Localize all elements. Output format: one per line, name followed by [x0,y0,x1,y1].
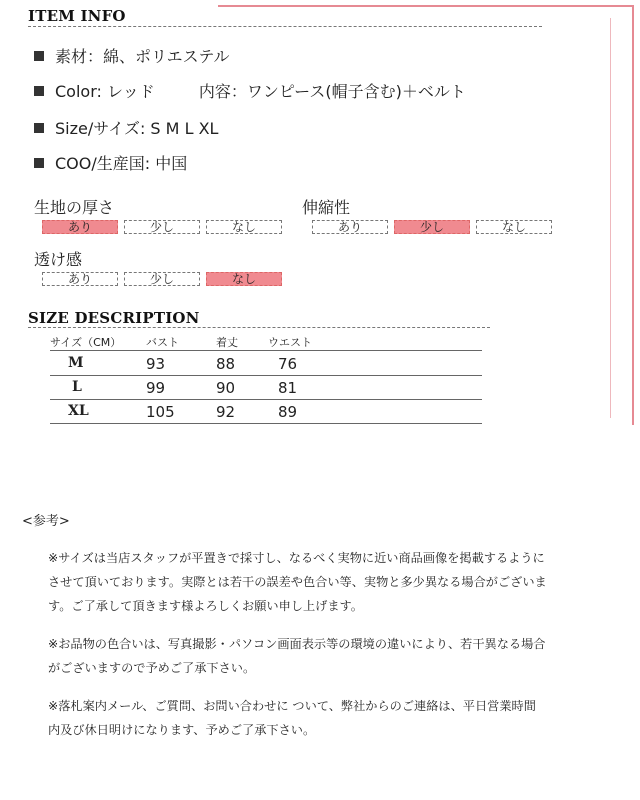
coo-text: COO/生産国: 中国 [55,154,188,173]
reference-note-contact: ※落札案内メール、ご質問、お問い合わせに ついて、弊社からのご連絡は、平日営業時間内及び休日明けになります、予めご了承下さい。 [48,699,536,737]
sheer-option-sukoshi: 少し [124,272,200,286]
square-bullet-icon [34,158,44,168]
size-cell: XL [68,403,89,419]
contents-text: 内容：ワンピース(帽子含む)＋ベルト [198,82,466,101]
info-row-material [34,44,230,67]
color-text: Color: レッド [55,82,155,101]
waist-cell: 76 [278,355,298,373]
size-cell: L [72,379,82,395]
stretch-title: 伸縮性 [302,198,351,217]
size-header-waist: ウエスト [268,336,312,349]
waist-cell: 81 [278,379,298,397]
table-row [50,403,482,425]
thickness-title: 生地の厚さ [34,198,115,217]
frame-right-line [632,5,634,425]
size-description-title: SIZE DESCRIPTION [28,309,200,327]
material-text: 素材：綿、ポリエステル [55,47,230,66]
item-info-divider [28,26,542,27]
table-row [50,355,482,377]
item-info-title: ITEM INFO [28,7,126,25]
bust-cell: 99 [146,379,166,397]
thickness-option-ari: あり [42,220,118,234]
size-description-divider [28,327,490,328]
length-cell: 92 [216,403,236,421]
square-bullet-icon [34,51,44,61]
length-cell: 88 [216,355,236,373]
size-cell: M [68,355,84,371]
table-rule [50,423,482,424]
length-cell: 90 [216,379,236,397]
bust-cell: 105 [146,403,175,421]
thickness-option-sukoshi: 少し [124,220,200,234]
sheer-option-nashi: なし [206,272,282,286]
reference-note-size: ※サイズは当店スタッフが平置きで採寸し、なるべく実物に近い商品画像を掲載するようにさせて頂いております。実際とは若干の誤差や色合い等、実物と多少異なる場合がございます。ご了承して頂きます様よろしくお願い申し上げます。 [48,551,547,613]
info-row-size [34,116,218,139]
size-header-size: サイズ（CM） [50,336,122,349]
size-header-bust: バスト [146,336,179,349]
reference-title: <参考> [22,514,70,529]
table-rule [50,350,482,351]
bust-cell: 93 [146,355,166,373]
table-rule [50,399,482,400]
info-row-coo [34,151,187,174]
info-row-color [34,79,466,102]
waist-cell: 89 [278,403,298,421]
thickness-option-nashi: なし [206,220,282,234]
sheer-option-ari: あり [42,272,118,286]
size-text: Size/サイズ: S M L XL [55,119,219,138]
frame-inner-line [610,18,611,418]
square-bullet-icon [34,123,44,133]
frame-top-line [218,5,632,7]
stretch-option-ari: あり [312,220,388,234]
sheer-title: 透け感 [34,250,83,269]
size-header-length: 着丈 [216,336,238,349]
table-row [50,379,482,401]
table-rule [50,375,482,376]
reference-note-color: ※お品物の色合いは、写真撮影・パソコン画面表示等の環境の違いにより、若干異なる場合がございますので予めご了承下さい。 [48,637,546,675]
stretch-option-nashi: なし [476,220,552,234]
square-bullet-icon [34,86,44,96]
stretch-option-sukoshi: 少し [394,220,470,234]
